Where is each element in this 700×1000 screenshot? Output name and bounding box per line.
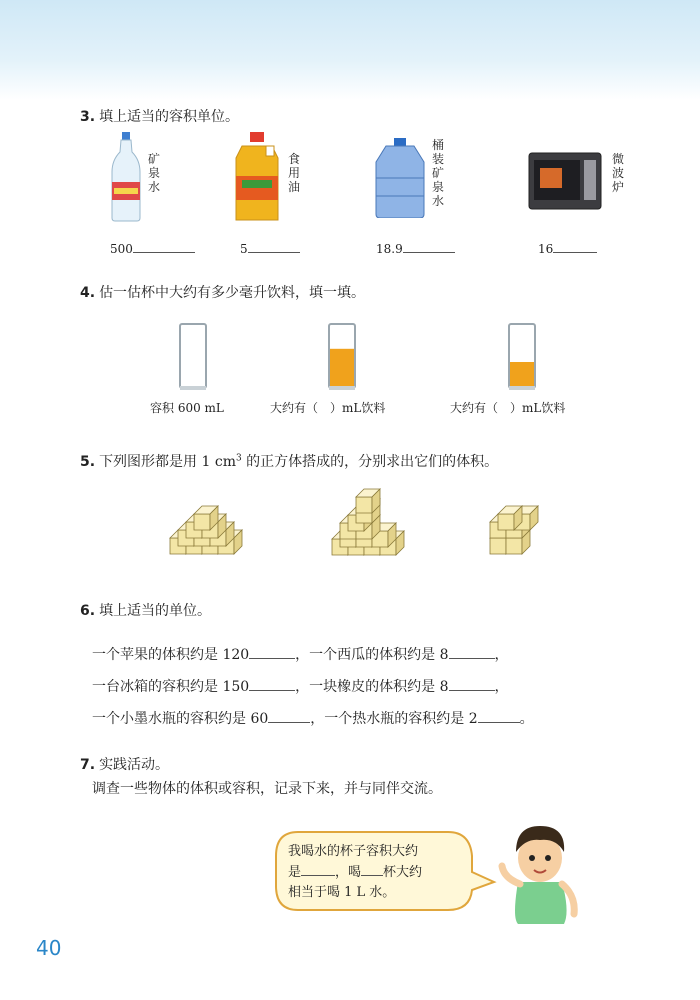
q4-heading bbox=[80, 282, 365, 302]
q6-line-1 bbox=[92, 644, 509, 664]
bubble-line-2 bbox=[288, 862, 488, 883]
q3-label-microwave: 微波炉 bbox=[612, 152, 625, 194]
q6-number: 6. bbox=[80, 603, 96, 619]
bubble-line-2-b: ，喝 bbox=[335, 865, 362, 880]
q4-caption-1: 容积 600 mL bbox=[150, 401, 224, 415]
water-barrel-image bbox=[372, 138, 428, 218]
q4-caption-3: 大约有（ ）mL饮料 bbox=[450, 401, 566, 415]
q6-blank-1a[interactable] bbox=[249, 645, 295, 659]
q6-line-2-part-a: 一台冰箱的容积约是 150 bbox=[92, 679, 250, 695]
q6-blank-2a[interactable] bbox=[249, 677, 295, 691]
q3-number: 3. bbox=[80, 109, 96, 125]
q3-label-cooking-oil: 食用油 bbox=[288, 152, 301, 194]
bubble-line-2-a: 是 bbox=[288, 865, 302, 880]
q3-blank-3[interactable] bbox=[403, 239, 455, 253]
q4-title: 估一估杯中大约有多少毫升饮料，填一填。 bbox=[99, 285, 366, 301]
q6-heading bbox=[80, 600, 211, 620]
bubble-blank-2[interactable] bbox=[361, 862, 383, 876]
q3-heading bbox=[80, 106, 239, 126]
page-number: 40 bbox=[36, 936, 62, 960]
speech-bubble-text bbox=[288, 842, 488, 903]
cube-figure-1 bbox=[168, 500, 250, 556]
q3-value-2: 5 bbox=[240, 242, 248, 256]
q3-value-3: 18.9 bbox=[376, 242, 403, 256]
glass-juice-1-image bbox=[327, 322, 357, 390]
bubble-line-1: 我喝水的杯子容积大约 bbox=[288, 844, 419, 859]
cube-figure-2 bbox=[330, 485, 410, 557]
q5-heading bbox=[80, 451, 498, 471]
q6-line-3-part-b: ，一个热水瓶的容积约是 2 bbox=[310, 711, 478, 727]
q3-label-mineral-water: 矿泉水 bbox=[148, 152, 161, 194]
q3-blank-1[interactable] bbox=[133, 239, 195, 253]
q6-line-2-part-b: ，一块橡皮的体积约是 8 bbox=[295, 679, 449, 695]
boy-character-illustration bbox=[498, 818, 580, 924]
q5-title-post: 的正方体搭成的，分别求出它们的体积。 bbox=[241, 454, 499, 470]
q3-label-water-barrel: 桶装矿泉水 bbox=[432, 138, 445, 208]
q6-line-1-part-b: ，一个西瓜的体积约是 8 bbox=[295, 647, 449, 663]
glass-juice-2-image bbox=[507, 322, 537, 390]
cube-figure-3 bbox=[488, 500, 548, 556]
q5-title-sup: 3 bbox=[236, 453, 242, 464]
glass-empty-image bbox=[178, 322, 208, 390]
q6-blank-3b[interactable] bbox=[478, 709, 520, 723]
q7-text: 调查一些物体的体积或容积，记录下来，并与同伴交流。 bbox=[92, 781, 442, 797]
q5-title-pre: 下列图形都是用 1 cm bbox=[99, 454, 236, 470]
q7-heading bbox=[80, 754, 169, 774]
bubble-blank-1[interactable] bbox=[301, 862, 335, 876]
q6-line-3-part-c: 。 bbox=[519, 711, 534, 727]
bubble-line-3: 相当于喝 1 L 水。 bbox=[288, 885, 396, 900]
q4-caption-2: 大约有（ ）mL饮料 bbox=[270, 401, 386, 415]
q6-blank-3a[interactable] bbox=[268, 709, 310, 723]
microwave-image bbox=[528, 152, 602, 210]
q3-answer-4 bbox=[538, 239, 597, 256]
q6-blank-2b[interactable] bbox=[449, 677, 495, 691]
q6-line-3 bbox=[92, 708, 534, 728]
q6-line-1-part-c: ， bbox=[494, 647, 509, 663]
q3-answer-2 bbox=[240, 239, 300, 256]
q4-number: 4. bbox=[80, 285, 96, 301]
q7-title: 实践活动。 bbox=[99, 757, 170, 773]
q6-line-3-part-a: 一个小墨水瓶的容积约是 60 bbox=[92, 711, 269, 727]
q6-title: 填上适当的单位。 bbox=[99, 603, 212, 619]
q3-blank-2[interactable] bbox=[248, 239, 300, 253]
q6-line-2-part-c: ， bbox=[494, 679, 509, 695]
q5-number: 5. bbox=[80, 454, 96, 470]
q3-title: 填上适当的容积单位。 bbox=[99, 109, 240, 125]
bubble-line-2-c: 杯大约 bbox=[383, 865, 423, 880]
q3-answer-1 bbox=[110, 239, 195, 256]
mineral-water-bottle-image bbox=[108, 132, 144, 222]
q6-line-1-part-a: 一个苹果的体积约是 120 bbox=[92, 647, 250, 663]
q6-line-2 bbox=[92, 676, 509, 696]
q3-blank-4[interactable] bbox=[553, 239, 597, 253]
q7-number: 7. bbox=[80, 757, 96, 773]
q3-value-1: 500 bbox=[110, 242, 133, 256]
q3-answer-3 bbox=[376, 239, 455, 256]
q3-value-4: 16 bbox=[538, 242, 554, 256]
header-band bbox=[0, 0, 700, 100]
cooking-oil-jug-image bbox=[232, 132, 284, 224]
q6-blank-1b[interactable] bbox=[449, 645, 495, 659]
